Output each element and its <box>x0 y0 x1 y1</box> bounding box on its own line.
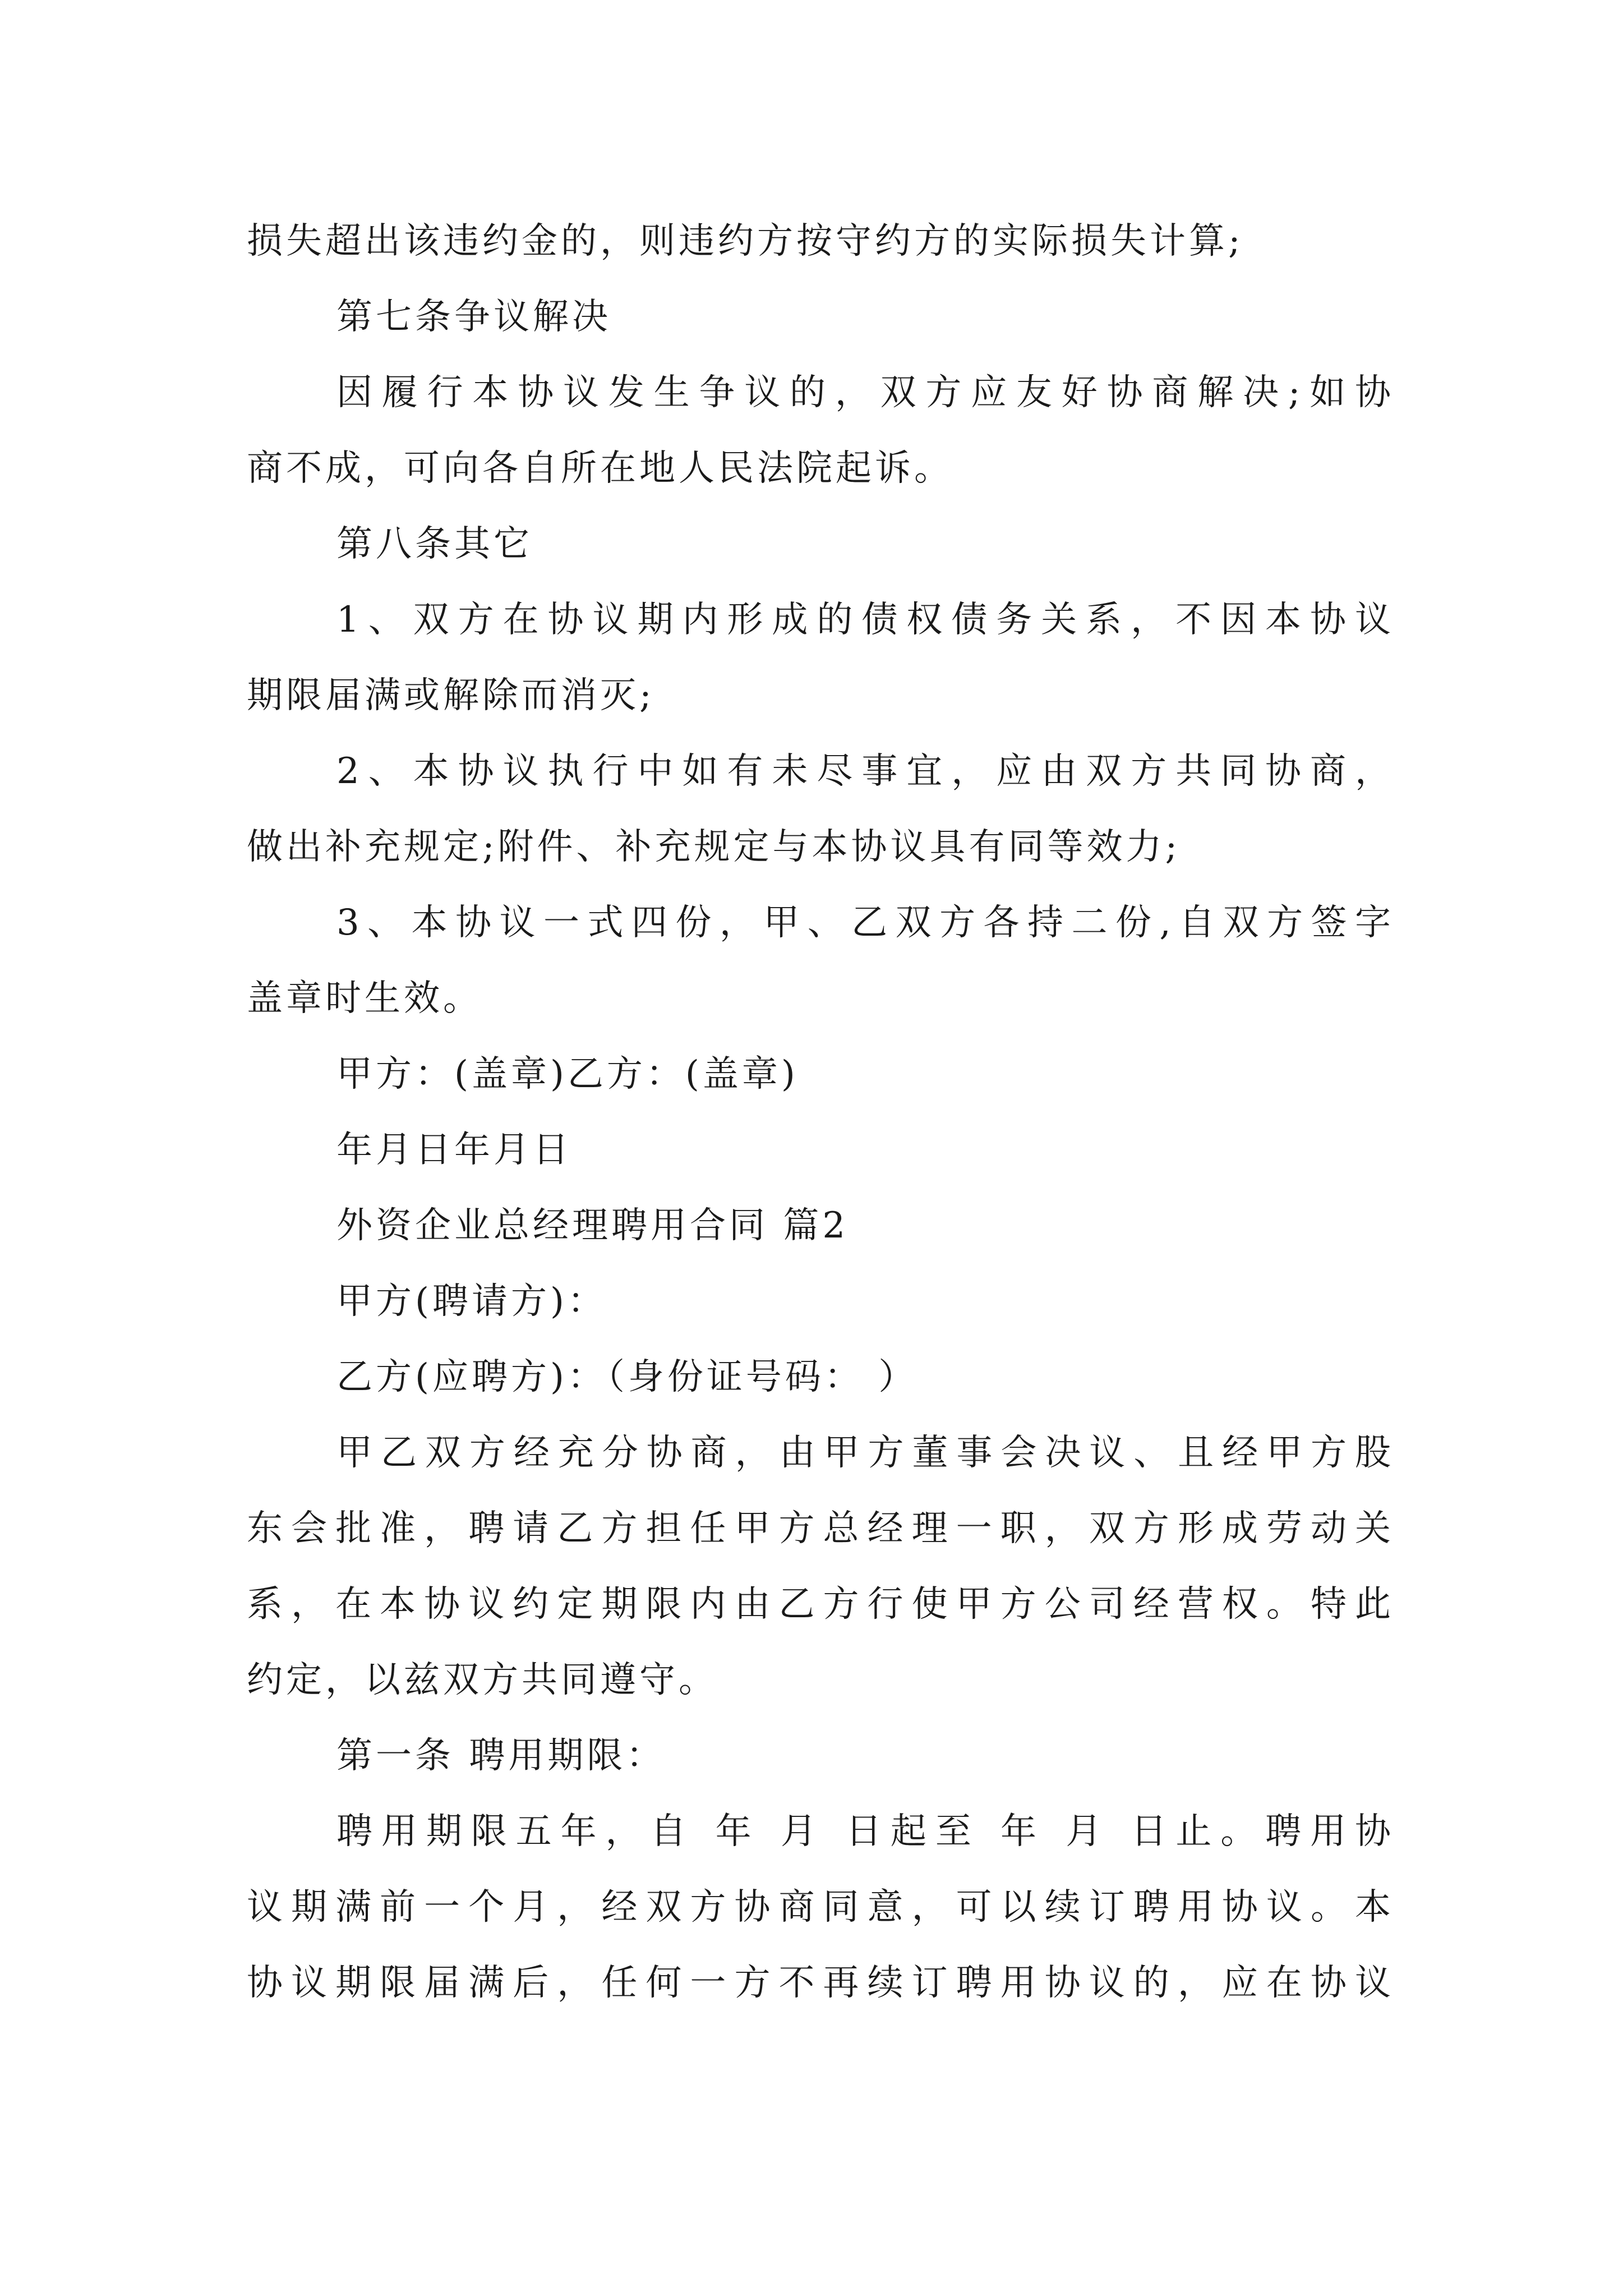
contract-title: 外资企业总经理聘用合同 篇2 <box>336 1205 849 1246</box>
party-b-line: 乙方(应聘方)：（身份证号码： ） <box>336 1356 918 1398</box>
paragraph-line: 系，在本协议约定期限内由乙方行使甲方公司经营权。特此 <box>247 1584 1391 1625</box>
paragraph-line: 商不成，可向各自所在地人民法院起诉。 <box>247 448 953 489</box>
paragraph-line: 期限届满或解除而消灭; <box>247 675 655 716</box>
paragraph-line: 协议期限届满后，任何一方不再续订聘用协议的，应在协议 <box>247 1962 1391 2004</box>
signature-line: 甲方：(盖章)乙方：(盖章) <box>336 1053 799 1095</box>
paragraph-line: 做出补充规定;附件、补充规定与本协议具有同等效力; <box>247 826 1181 868</box>
paragraph-line: 东会批准，聘请乙方担任甲方总经理一职，双方形成劳动关 <box>247 1508 1391 1549</box>
paragraph-line: 约定，以兹双方共同遵守。 <box>247 1659 718 1701</box>
paragraph-line: 损失超出该违约金的，则违约方按守约方的实际损失计算; <box>247 220 1244 262</box>
party-a-line: 甲方(聘请方)： <box>336 1281 607 1322</box>
paragraph-line: 甲乙双方经充分协商，由甲方董事会决议、且经甲方股 <box>336 1432 1391 1474</box>
article-heading: 第七条争议解决 <box>336 296 611 338</box>
date-line: 年月日年月日 <box>336 1129 572 1171</box>
paragraph-line: 议期满前一个月，经双方协商同意，可以续订聘用协议。本 <box>247 1887 1391 1928</box>
paragraph-line: 1、双方在协议期内形成的债权债务关系，不因本协议 <box>336 599 1391 641</box>
paragraph-line: 因履行本协议发生争议的，双方应友好协商解决;如协 <box>336 372 1391 413</box>
article-heading: 第八条其它 <box>336 523 533 565</box>
paragraph-line: 3、本协议一式四份，甲、乙双方各持二份,自双方签字 <box>336 902 1391 944</box>
article-heading: 第一条 聘用期限： <box>336 1735 666 1777</box>
paragraph-line: 盖章时生效。 <box>247 978 482 1019</box>
paragraph-line: 2、本协议执行中如有未尽事宜，应由双方共同协商， <box>336 751 1391 792</box>
paragraph-line: 聘用期限五年，自 年 月 日起至 年 月 日止。聘用协 <box>336 1811 1391 1852</box>
